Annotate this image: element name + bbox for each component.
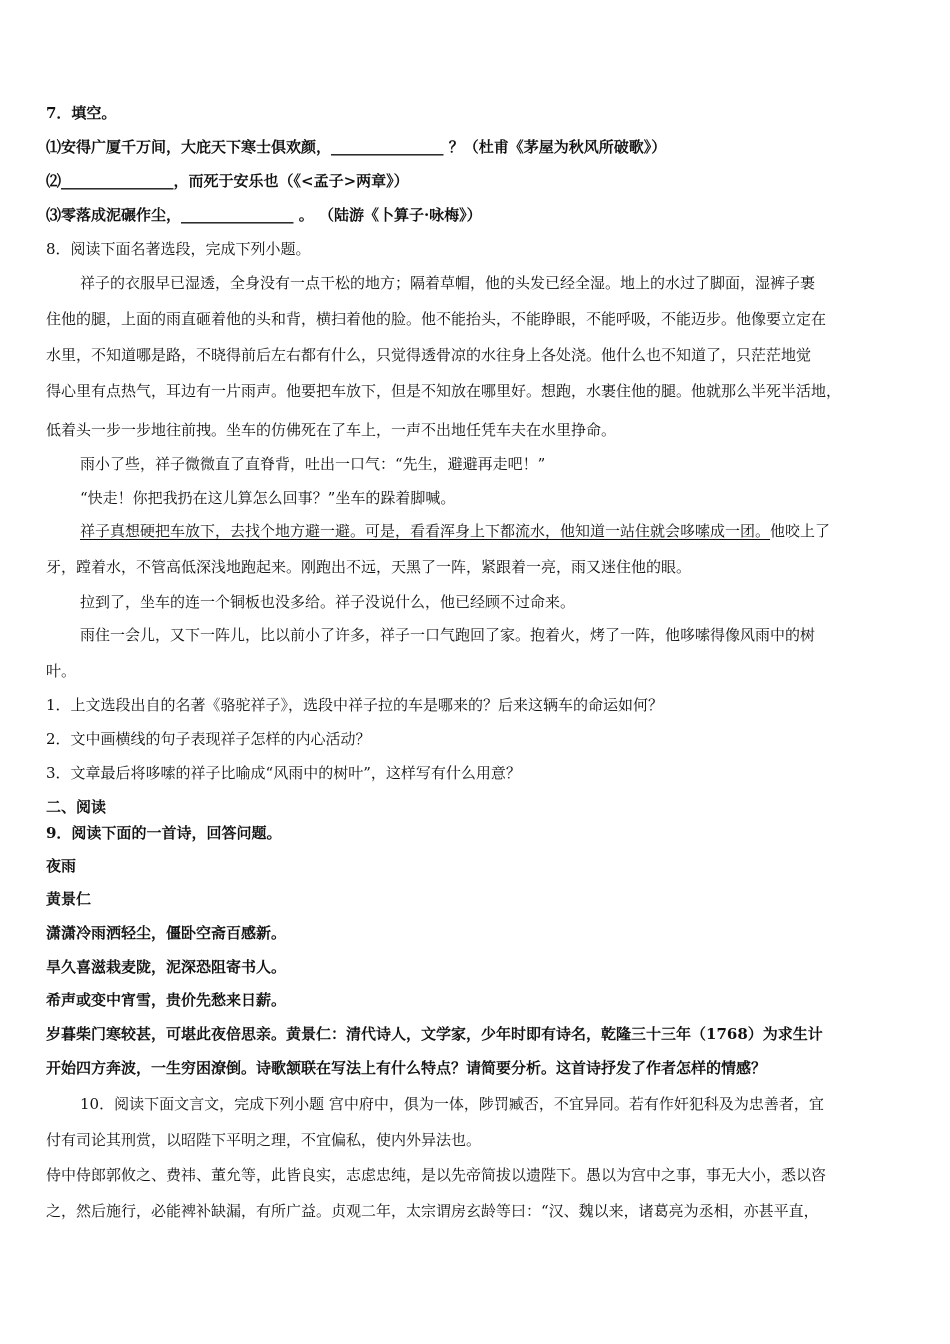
- q7-item-2: ⑵_______________，而死于安乐也（《<孟子>两章》）: [46, 172, 409, 190]
- q8-passage-line: 得心里有点热气，耳边有一片雨声。他要把车放下，但是不知放在哪里好。想跑，水裹住他的腿。他就那么半死半活地，: [46, 382, 842, 400]
- section-heading-reading: 二、阅读: [46, 798, 107, 816]
- poem-line: 希声或变中宵雪，贵价先愁来日薪。: [46, 991, 287, 1009]
- q8-passage-p4-rest: 他咬上了: [770, 522, 831, 540]
- q8-passage-p2: 雨小了些，祥子微微直了直脊背，吐出一口气：“先生，避避再走吧！”: [80, 455, 546, 473]
- q8-passage-line: 祥子的衣服早已湿透，全身没有一点干松的地方；隔着草帽，他的头发已经全湿。地上的水过了脚面，湿裤子裹: [80, 274, 816, 292]
- q7-title: 7．填空。: [46, 104, 117, 122]
- q8-passage-p4-line2: 牙，蹚着水，不管高低深浅地跑起来。刚跑出不远，天黑了一阵，紧跟着一亮，雨又迷住他的眼。: [46, 558, 692, 576]
- q8-passage-line: 住他的腿，上面的雨直砸着他的头和背，横扫着他的脸。他不能抬头，不能睁眼，不能呼吸，不能迈步。他像要立定在: [46, 310, 827, 328]
- q10-line: 之，然后施行，必能裨补缺漏，有所广益。贞观二年，太宗谓房玄龄等曰：“汉、魏以来，诸葛亮为丞相，亦甚平直，: [46, 1202, 819, 1220]
- q7-item-1: ⑴安得广厦千万间，大庇天下寒士俱欢颜，_______________ ？（杜甫《茅屋为秋风所破歌》）: [46, 138, 667, 156]
- poem-line: 潇潇冷雨洒轻尘，僵卧空斋百感新。: [46, 924, 287, 942]
- underlined-sentence: 祥子真想硬把车放下，去找个地方避一避。可是，看看浑身上下都流水，他知道一站住就会哆嗦成一团。: [80, 522, 771, 540]
- q9-questions: 开始四方奔波，一生穷困潦倒。诗歌颔联在写法上有什么特点？请简要分析。这首诗抒发了作者怎样的情感？: [46, 1059, 767, 1077]
- q8-question-2: 2．文中画横线的句子表现祥子怎样的内心活动？: [46, 730, 371, 748]
- q8-passage-p4: [80, 521, 830, 541]
- poem-title: 夜雨: [46, 857, 77, 875]
- q10-line: 侍中侍郎郭攸之、费祎、董允等，此皆良实，志虑忠纯，是以先帝简拔以遗陛下。愚以为宫中之事，事无大小，悉以咨: [46, 1166, 827, 1184]
- q8-passage-p6: 雨住一会儿，又下一阵儿，比以前小了许多，祥子一口气跑回了家。抱着火，烤了一阵，他哆嗦得像风雨中的树: [80, 626, 816, 644]
- q8-passage-line: 低着头一步一步地往前拽。坐车的仿佛死在了车上，一声不出地任凭车夫在水里挣命。: [46, 421, 617, 439]
- q10-line: 付有司论其刑赏，以昭陛下平明之理，不宜偏私，使内外异法也。: [46, 1131, 482, 1149]
- poem-author: 黄景仁: [46, 890, 92, 908]
- q8-question-3: 3．文章最后将哆嗦的祥子比喻成“风雨中的树叶”，这样写有什么用意？: [46, 764, 521, 782]
- poem-line: 旱久喜滋栽麦陇，泥深恐阻寄书人。: [46, 958, 287, 976]
- q8-title: 8．阅读下面名著选段，完成下列小题。: [46, 240, 311, 258]
- poem-last-line: 岁暮柴门寒较甚，可堪此夜倍思亲。黄景仁：清代诗人，文学家，少年时即有诗名，乾隆三十三年（1768）为求生计: [46, 1025, 823, 1043]
- q9-title: 9．阅读下面的一首诗，回答问题。: [46, 824, 282, 842]
- q8-passage-p5: 拉到了，坐车的连一个铜板也没多给。祥子没说什么，他已经顾不过命来。: [80, 593, 576, 611]
- q10-line: 10．阅读下面文言文，完成下列小题 宫中府中，俱为一体，陟罚臧否，不宜异同。若有作奸犯科及为忠善者，宜: [80, 1095, 824, 1113]
- q8-question-1: 1．上文选段出自的名著《骆驼祥子》，选段中祥子拉的车是哪来的？后来这辆车的命运如何？: [46, 696, 664, 714]
- q8-passage-line: 水里，不知道哪是路，不晓得前后左右都有什么，只觉得透骨凉的水往身上各处浇。他什么也不知道了，只茫茫地觉: [46, 346, 812, 364]
- q7-item-3: ⑶零落成泥碾作尘，_______________ 。 （陆游《卜算子·咏梅》）: [46, 206, 482, 224]
- q8-passage-p6-line2: 叶。: [46, 662, 77, 680]
- q8-passage-p3: “快走！你把我扔在这儿算怎么回事？”坐车的跺着脚喊。: [80, 489, 456, 507]
